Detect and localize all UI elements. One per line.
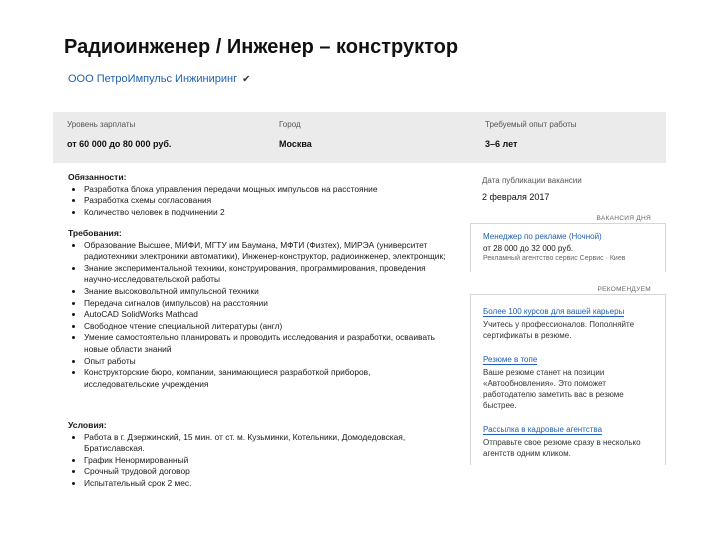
city-block xyxy=(279,120,312,149)
page-title: Радиоинженер / Инженер – конструктор xyxy=(64,36,459,58)
recommended-item-desc: Отправьте свое резюме сразу в несколько агентств одним кликом. xyxy=(483,438,641,458)
duty-item: • Количество человек в подчинении 2 xyxy=(84,207,448,219)
salary-label: Уровень зарплаты xyxy=(67,120,136,129)
conditions-list xyxy=(68,432,448,490)
vacancy-summary-bar xyxy=(53,112,666,163)
conditions-section xyxy=(68,420,448,490)
recommended-item xyxy=(483,349,655,411)
recommended-item xyxy=(483,419,655,459)
requirements-section xyxy=(68,228,448,390)
recommended-item-link[interactable]: Резюме в топе xyxy=(483,355,538,364)
salary-value: от 60 000 до 80 000 руб. xyxy=(67,139,172,149)
requirement-item: • Свободное чтение специальной литературы (англ) xyxy=(84,321,448,333)
vacancy-of-day-heading: ВАКАНСИЯ ДНЯ xyxy=(593,215,654,222)
requirements-list xyxy=(68,240,448,391)
recommended-item-link[interactable]: Более 100 курсов для вашей карьеры xyxy=(483,307,625,316)
experience-block xyxy=(485,120,577,149)
publication-date: 2 февраля 2017 xyxy=(482,192,550,202)
salary-block xyxy=(67,120,171,149)
company-link[interactable] xyxy=(68,73,251,85)
requirement-item: • Передача сигналов (импульсов) на расстоянии xyxy=(84,298,448,310)
requirements-title: Требования: xyxy=(68,228,122,238)
vacancy-of-day-salary: от 28 000 до 32 000 руб. xyxy=(483,244,574,253)
duties-list xyxy=(68,184,448,219)
recommended-item xyxy=(483,301,655,341)
recommended-item-desc: Учитесь у профессионалов. Пополняйте сертификаты в резюме. xyxy=(483,320,635,340)
condition-item: • График Ненормированный xyxy=(84,455,448,467)
requirement-item: • Опыт работы xyxy=(84,356,448,368)
recommended-header xyxy=(470,284,666,295)
recommended-item-link[interactable]: Рассылка в кадровые агентства xyxy=(483,425,603,434)
duties-section xyxy=(68,172,448,218)
experience-value: 3–6 лет xyxy=(485,139,518,149)
vacancy-of-day-header xyxy=(470,213,666,224)
requirement-item: • Образование Высшее, МИФИ, МГТУ им Баумана, МФТИ (Физтех), МИРЭА (университет радиотехники электроники автоматики), Инженер-конструктор, радиоинженер, электронщик; xyxy=(84,240,448,263)
requirement-item: • Знание высоковольтной импульсной техники xyxy=(84,286,448,298)
requirement-item: • Знание экспериментальной техники, конструирования, программирования, проведения научно-исследовательской работы xyxy=(84,263,448,286)
duties-title: Обязанности: xyxy=(68,172,127,182)
company-name: ООО ПетроИмпульс Инжиниринг xyxy=(68,73,238,85)
requirement-item: • AutoCAD SolidWorks Mathcad xyxy=(84,309,448,321)
conditions-title: Условия: xyxy=(68,420,107,430)
recommended-heading: РЕКОМЕНДУЕМ xyxy=(594,286,654,293)
city-value: Москва xyxy=(279,139,312,149)
requirement-item: • Конструкторские бюро, компании, занимающиеся разработкой приборов, исследовательские учреждения xyxy=(84,367,448,390)
duty-item: • Разработка блока управления передачи мощных импульсов на расстояние xyxy=(84,184,448,196)
city-label: Город xyxy=(279,120,301,129)
experience-label: Требуемый опыт работы xyxy=(485,120,577,129)
condition-item: • Испытательный срок 2 мес. xyxy=(84,478,448,490)
requirement-item: • Умение самостоятельно планировать и проводить исследования и разработки, осваивать новые области знаний xyxy=(84,332,448,355)
vacancy-of-day-card xyxy=(470,224,666,272)
condition-item: • Работа в г. Дзержинский, 15 мин. от ст. м. Кузьминки, Котельники, Домодедовская, Братиславская. xyxy=(84,432,448,455)
vacancy-of-day-meta: Рекламный агентство сервис Сервис · Киев xyxy=(483,255,626,262)
recommended-card xyxy=(470,295,666,465)
condition-item: • Срочный трудовой договор xyxy=(84,466,448,478)
duty-item: • Разработка схемы согласования xyxy=(84,195,448,207)
check-icon: ✔ xyxy=(242,74,251,85)
vacancy-of-day-link[interactable]: Менеджер по рекламе (Ночной) xyxy=(483,232,602,241)
recommended-item-desc: Ваше резюме станет на позиции «Автообновления». Это поможет работодателю заметить вас в резюме быстрее. xyxy=(483,368,624,410)
publication-date-label: Дата публикации вакансии xyxy=(482,176,582,185)
